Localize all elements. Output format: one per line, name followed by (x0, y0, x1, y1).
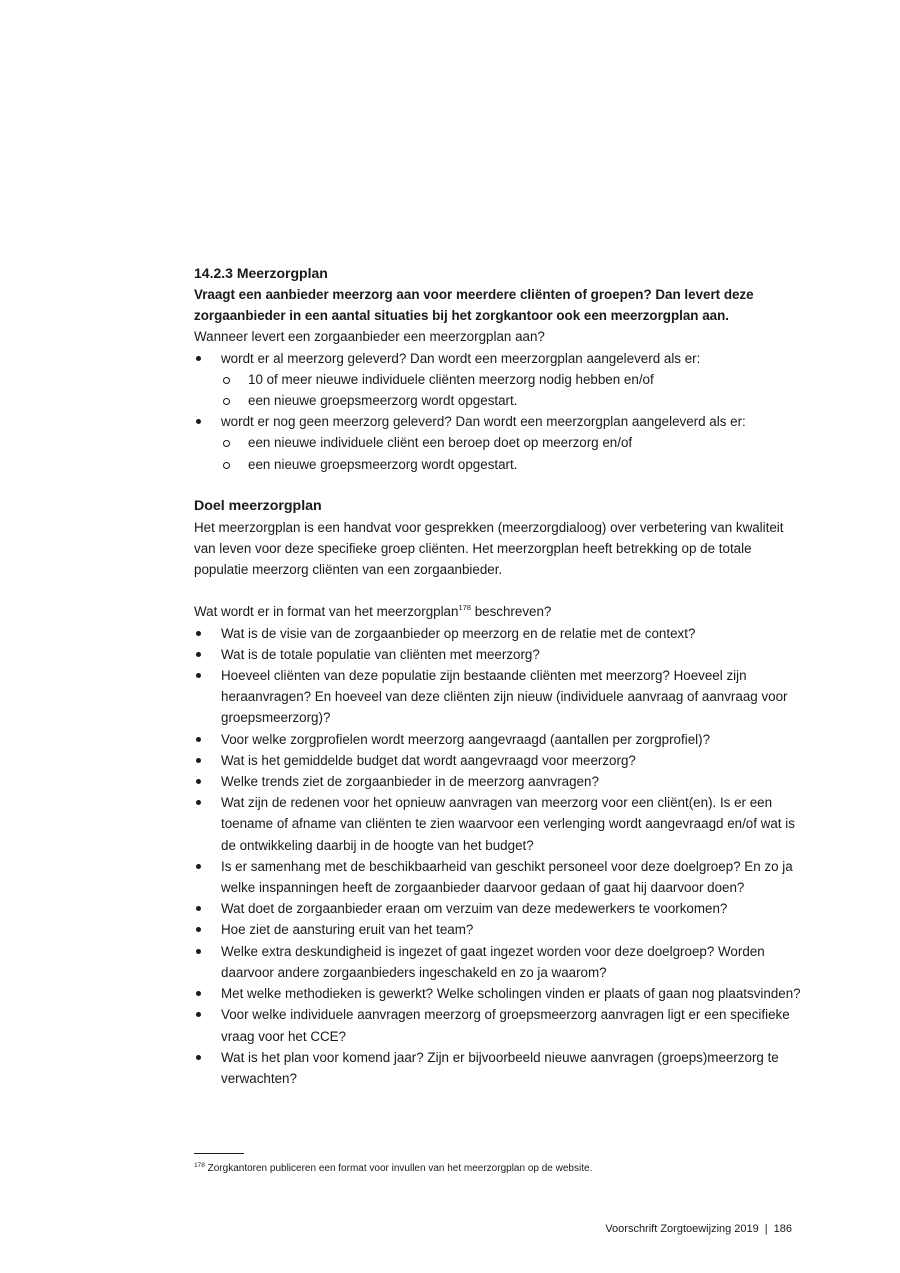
page-footer (605, 1222, 792, 1236)
conditions-list (194, 348, 804, 369)
footnote-reference[interactable]: 178 (458, 603, 471, 613)
condition-text: wordt er al meerzorg geleverd? Dan wordt een meerzorgplan aangeleverd als er: (221, 350, 701, 366)
doel-item-text: Wat is het gemiddelde budget dat wordt aangevraagd voor meerzorg? (221, 752, 636, 768)
list-item (194, 856, 804, 898)
footnote-number: 178 (194, 1162, 205, 1169)
list-item (194, 411, 804, 432)
doel-heading: Doel meerzorgplan (194, 497, 322, 514)
list-item (194, 348, 804, 369)
doel-item-text: Voor welke zorgprofielen wordt meerzorg aangevraagd (aantallen per zorgprofiel)? (221, 731, 711, 747)
doel-item-text: Wat is de totale populatie van cliënten met meerzorg? (221, 646, 540, 662)
doel-item-text: Wat zijn de redenen voor het opnieuw aanvragen van meerzorg voor een cliënt(en). Is er een toename of afname van cliënten te zien waarvoor een verlenging wordt aangevraagd en/of wat is de ontwikkeling daarbij in de hoogte van het budget? (221, 795, 795, 853)
list-item (194, 369, 804, 390)
condition-text: wordt er nog geen meerzorg geleverd? Dan wordt een meerzorgplan aangeleverd als er: (221, 414, 746, 430)
sub-condition-text: een nieuwe groepsmeerzorg wordt opgestart. (248, 393, 518, 409)
list-item (194, 941, 804, 983)
doel-item-text: Hoeveel cliënten van deze populatie zijn bestaande cliënten met meerzorg? Hoeveel zijn heraanvragen? En hoeveel van deze cliënten zijn nieuw (individuele aanvraag of aanvraag voor groepsmeerzorg)? (221, 668, 788, 726)
footnote-divider (194, 1153, 244, 1154)
doel-item-text: Is er samenhang met de beschikbaarheid van geschikt personeel voor deze doelgroep? En zo ja welke inspanningen heeft de zorgaanbieder daarvoor gedaan of gaat hij daarvoor doen? (221, 858, 793, 896)
section-lead: Vraagt een aanbieder meerzorg aan voor meerdere cliënten of groepen? Dan levert deze zorgaanbieder in een aantal situaties bij het zorgkantoor ook een meerzorgplan aan. (194, 287, 754, 324)
sub-condition-text: een nieuwe individuele cliënt een beroep doet op meerzorg en/of (248, 435, 633, 451)
doel-paragraph: Het meerzorgplan is een handvat voor gesprekken (meerzorgdialoog) over verbetering van kwaliteit van leven voor deze specifieke groep cliënten. Het meerzorgplan heeft betrekking op de totale populatie meerzorg cliënten van een zorgaanbieder. (194, 519, 784, 578)
list-item (194, 729, 804, 750)
conditions-list (194, 411, 804, 432)
sub-conditions-list (194, 369, 804, 411)
list-item (194, 792, 804, 856)
list-item (194, 919, 804, 940)
doel-question-text: Wat wordt er in format van het meerzorgplan (194, 604, 459, 620)
sub-condition-text: een nieuwe groepsmeerzorg wordt opgestart. (248, 456, 518, 472)
footnote-text: Zorgkantoren publiceren een format voor invullen van het meerzorgplan op de website. (204, 1163, 593, 1174)
list-item (194, 665, 804, 729)
section-question: Wanneer levert een zorgaanbieder een meerzorgplan aan? (194, 329, 545, 345)
section-heading: 14.2.3 Meerzorgplan (194, 265, 328, 281)
doel-question (194, 601, 804, 622)
doel-item-text: Wat doet de zorgaanbieder eraan om verzuim van deze medewerkers te voorkomen? (221, 901, 728, 917)
page-number: 186 (773, 1223, 792, 1235)
doel-items-list (194, 623, 804, 1089)
doel-item-text: Wat is het plan voor komend jaar? Zijn er bijvoorbeeld nieuwe aanvragen (groeps)meerzorg te verwachten? (221, 1049, 779, 1086)
doel-item-text: Met welke methodieken is gewerkt? Welke scholingen vinden er plaats of gaan nog plaatsvinden? (221, 986, 801, 1002)
sub-condition-text: 10 of meer nieuwe individuele cliënten meerzorg nodig hebben en/of (248, 371, 654, 387)
footnote (194, 1162, 592, 1176)
page-content (194, 263, 804, 1089)
list-item (194, 1047, 804, 1089)
list-item (194, 644, 804, 665)
doel-item-text: Welke extra deskundigheid is ingezet of gaat ingezet worden voor deze doelgroep? Worden daarvoor andere zorgaanbieders ingeschakeld en zo ja waarom? (221, 943, 765, 980)
doel-item-text: Welke trends ziet de zorgaanbieder in de meerzorg aanvragen? (221, 774, 599, 790)
document-title: Voorschrift Zorgtoewijzing 2019 (605, 1223, 759, 1235)
doel-item-text: Hoe ziet de aansturing eruit van het team? (221, 922, 474, 938)
list-item (194, 771, 804, 792)
list-item (194, 898, 804, 919)
footer-separator: | (764, 1223, 768, 1235)
sub-conditions-list (194, 432, 804, 474)
list-item (194, 432, 804, 453)
list-item (194, 983, 804, 1004)
doel-item-text: Wat is de visie van de zorgaanbieder op meerzorg en de relatie met de context? (221, 625, 696, 641)
list-item (194, 1004, 804, 1046)
doel-question-text-end: beschreven? (470, 604, 552, 620)
list-item (194, 390, 804, 411)
spacer (194, 580, 804, 601)
doel-item-text: Voor welke individuele aanvragen meerzorg of groepsmeerzorg aanvragen ligt er een specifieke vraag voor het CCE? (221, 1007, 790, 1044)
list-item (194, 750, 804, 771)
list-item (194, 623, 804, 644)
list-item (194, 454, 804, 475)
